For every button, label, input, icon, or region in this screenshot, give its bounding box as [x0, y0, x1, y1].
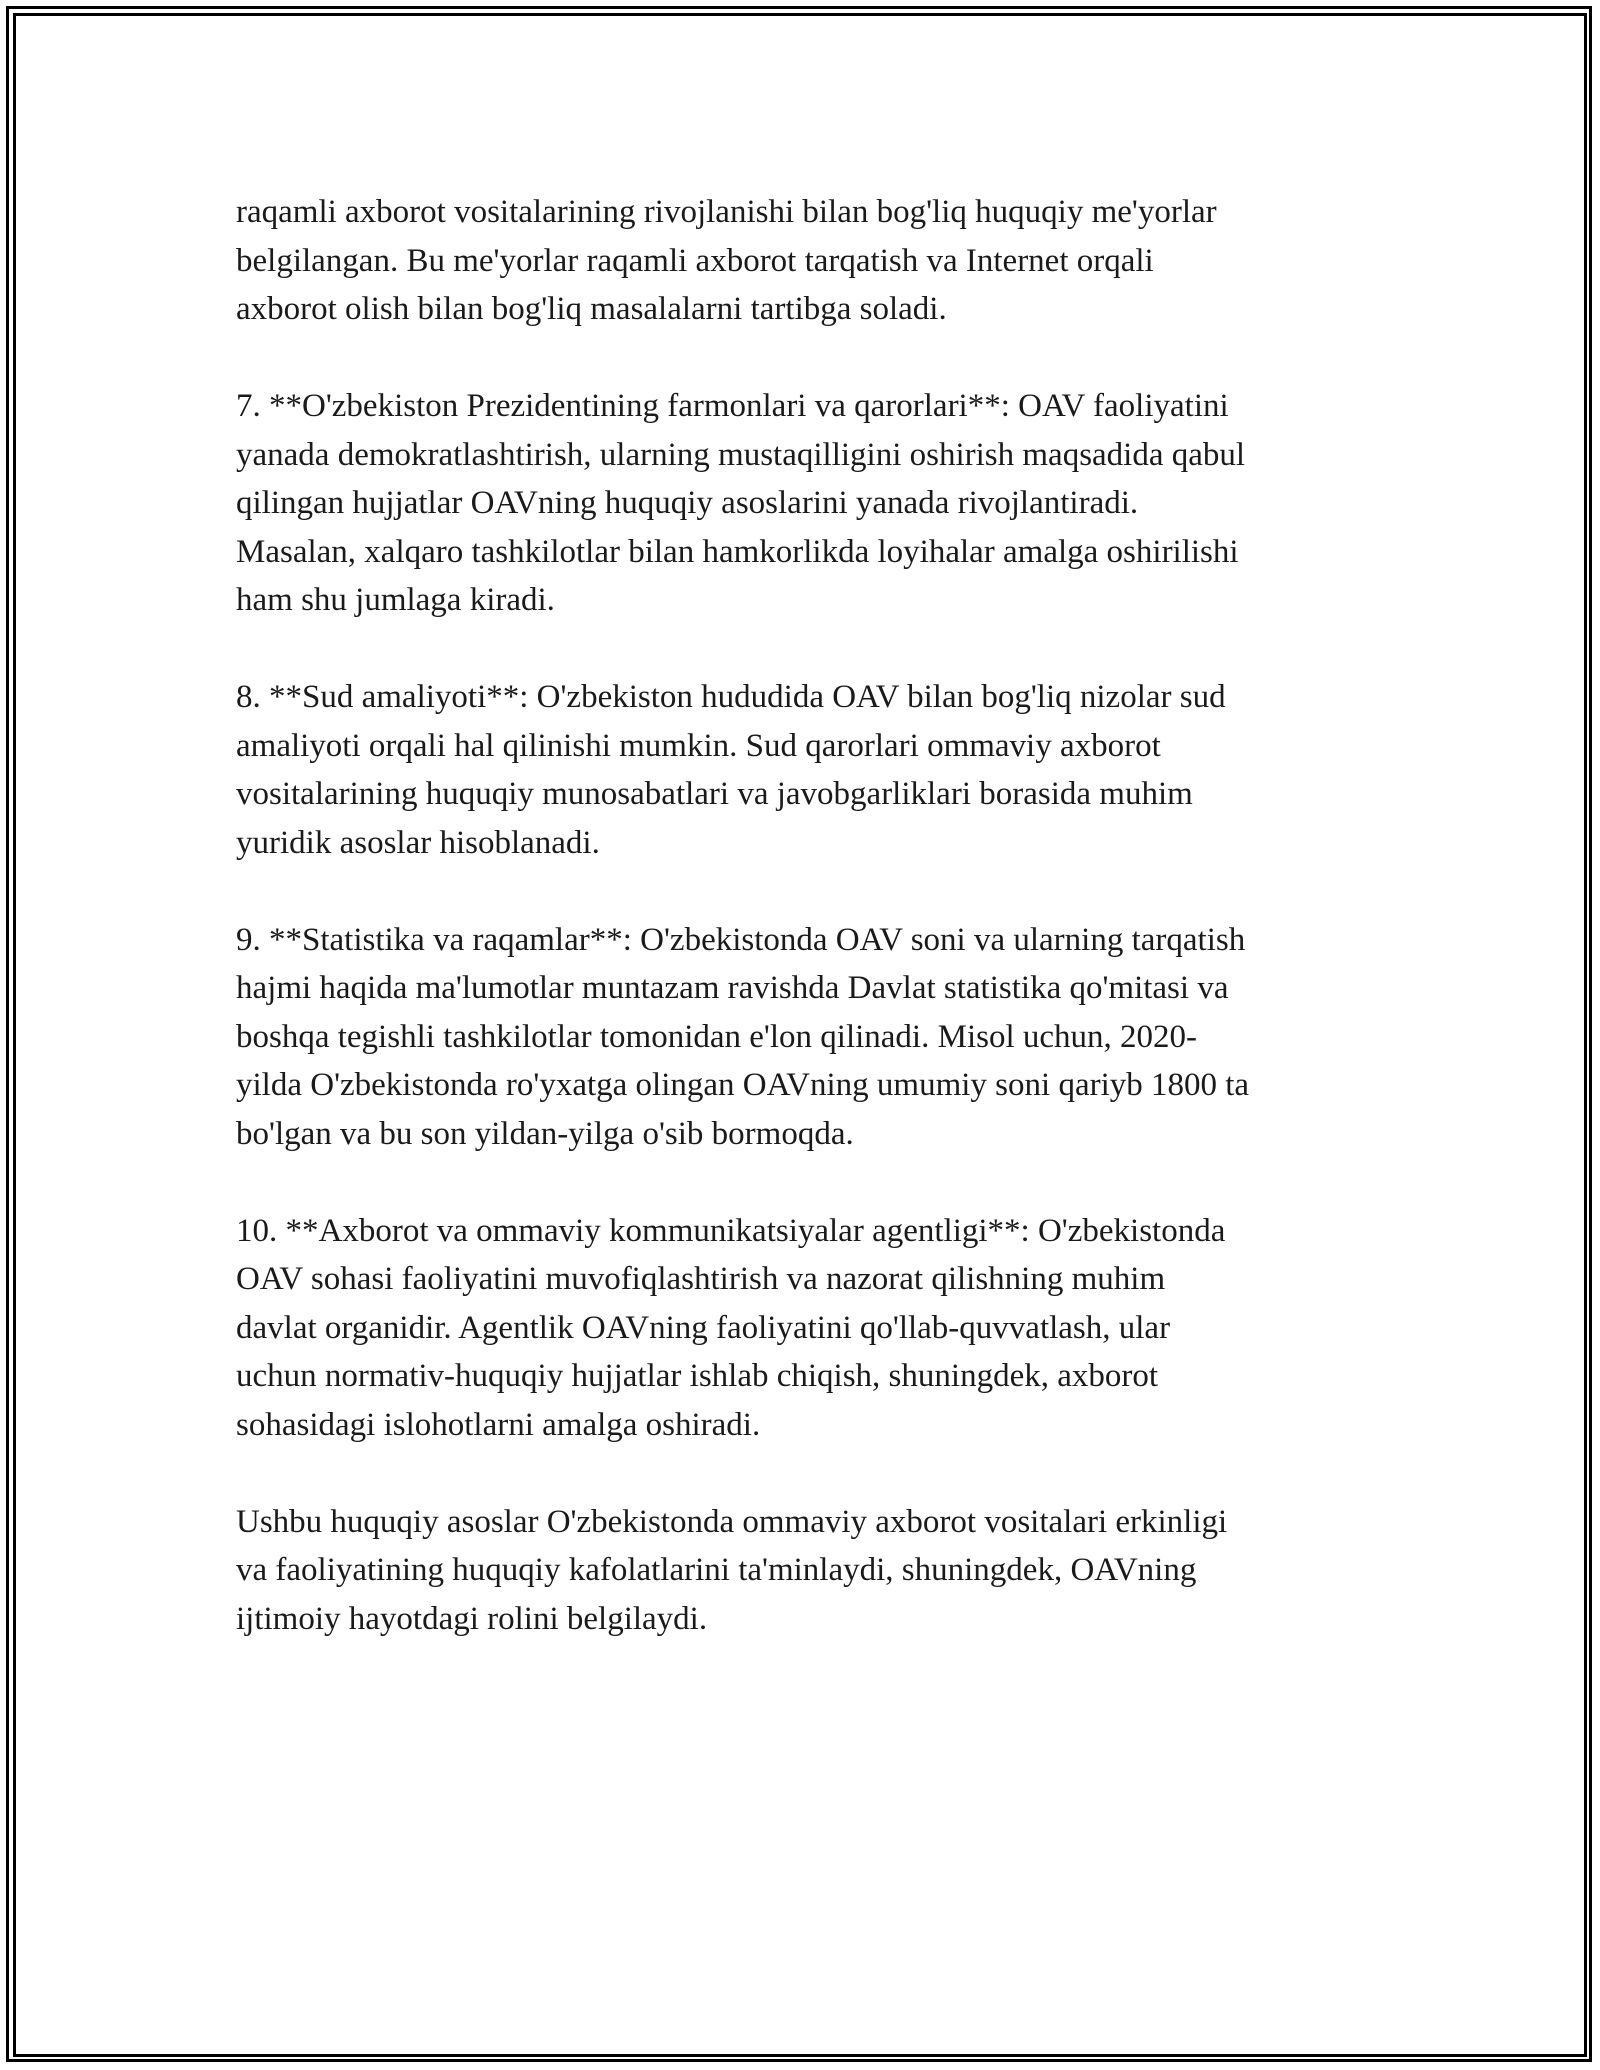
paragraph-conclusion: Ushbu huquqiy asoslar O'zbekistonda ommaviy axborot vositalari erkinligi va faoliyatining huquqiy kafolatlarini ta'minlaydi, shuningdek, OAVning ijtimoiy hayotdagi rolini belgilaydi.: [236, 1503, 1228, 1637]
paragraph-information-agency: 10. **Axborot va ommaviy kommunikatsiyalar agentligi**: O'zbekistonda OAV sohasi faoliyatini muvofiqlashtirish va nazorat qilishning muhim davlat organidir. Agentlik OAVning faoliyatini qo'llab-quvvatlash, ular uchun normativ-huquqiy hujjatlar ishlab chiqish, shuningdek, axborot sohasidagi islohotlarni amalga oshiradi.: [236, 1212, 1226, 1443]
document-body: [236, 188, 1396, 1692]
paragraph-digital-media-norms: raqamli axborot vositalarining rivojlanishi bilan bog'liq huquqiy me'yorlar belgilangan. Bu me'yorlar raqamli axborot tarqatish va Internet orqali axborot olish bilan bog'liq masalalarni tartibga soladi.: [236, 194, 1217, 327]
paragraph-statistics: 9. **Statistika va raqamlar**: O'zbekistonda OAV soni va ularning tarqatish hajmi haqida ma'lumotlar muntazam ravishda Davlat statistika qo'mitasi va boshqa tegishli tashkilotlar tomonidan e'lon qilinadi. Misol uchun, 2020- yilda O'zbekistonda ro'yxatga olingan OAVning umumiy soni qariyb 1800 ta bo'lgan va bu son yildan-yilga o'sib bormoqda.: [236, 921, 1250, 1152]
paragraph-presidential-decrees: 7. **O'zbekiston Prezidentining farmonlari va qarorlari**: OAV faoliyatini yanada demokratlashtirish, ularning mustaqilligini oshirish maqsadida qabul qilingan hujjatlar OAVning huquqiy asoslarini yanada rivojlantiradi. Masalan, xalqaro tashkilotlar bilan hamkorlikda loyihalar amalga oshirilishi ham shu jumlaga kiradi.: [236, 388, 1246, 618]
paragraph-court-practice: 8. **Sud amaliyoti**: O'zbekiston hududida OAV bilan bog'liq nizolar sud amaliyoti orqali hal qilinishi mumkin. Sud qarorlari ommaviy axborot vositalarining huquqiy munosabatlari va javobgarliklari borasida muhim yuridik asoslar hisoblanadi.: [236, 679, 1226, 861]
